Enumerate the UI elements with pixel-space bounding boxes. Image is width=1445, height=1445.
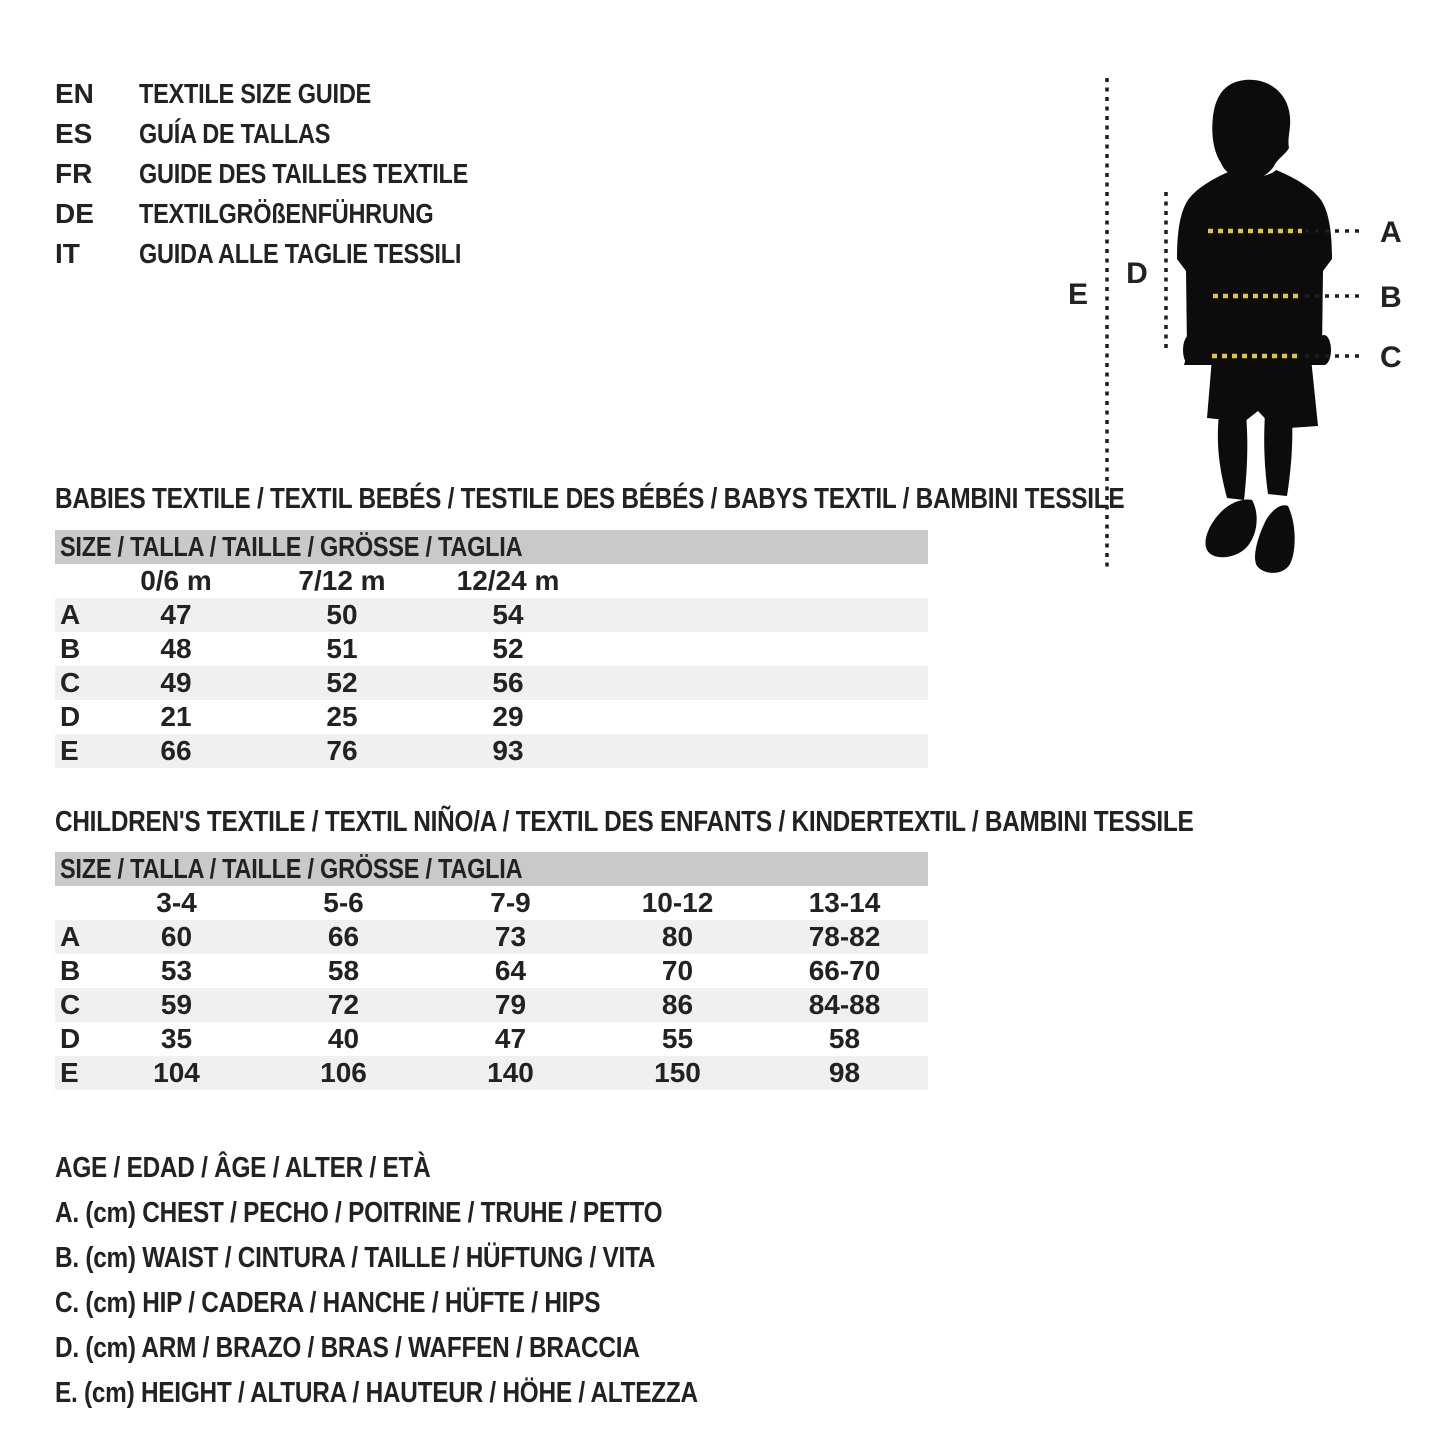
language-title-block: [55, 74, 531, 274]
legend-line-chest: A. (cm) CHEST / PECHO / POITRINE / TRUHE / PETTO: [55, 1197, 663, 1229]
lang-title: GUÍA DE TALLAS: [139, 118, 331, 149]
table-row: [55, 598, 928, 632]
cell: 72: [327, 989, 360, 1020]
table-row: [55, 1022, 928, 1056]
measurement-legend: [55, 1146, 820, 1416]
legend-line-waist: B. (cm) WAIST / CINTURA / TAILLE / HÜFTUNG / VITA: [55, 1242, 656, 1274]
table-row: [55, 954, 928, 988]
cell: 66-70: [808, 955, 881, 986]
figure-label-b: B: [1380, 281, 1402, 314]
cell: 49: [160, 667, 192, 698]
cell: 59: [160, 989, 193, 1020]
lang-title: GUIDE DES TAILLES TEXTILE: [139, 158, 469, 189]
cell: 78-82: [808, 921, 881, 952]
cell: 51: [326, 633, 358, 664]
children-column-header-row: [55, 886, 928, 920]
cell: 29: [492, 701, 524, 732]
cell: 64: [494, 955, 527, 986]
row-label: D: [60, 1023, 81, 1054]
column-header: 12/24 m: [456, 565, 560, 596]
cell: 98: [828, 1057, 861, 1088]
lang-code: FR: [55, 158, 93, 189]
cell: 52: [326, 667, 358, 698]
lang-line-de: [55, 194, 531, 234]
silhouette-right-hand: [1317, 335, 1331, 365]
row-label: B: [60, 955, 81, 986]
lang-line-it: [55, 234, 531, 274]
column-header: 7-9: [490, 887, 531, 918]
silhouette-head: [1212, 80, 1290, 180]
column-header: 5-6: [323, 887, 364, 918]
cell: 48: [160, 633, 192, 664]
lang-code: DE: [55, 198, 94, 229]
row-label: E: [60, 735, 79, 766]
cell: 58: [828, 1023, 861, 1054]
table-row: [55, 920, 928, 954]
table-row: [55, 988, 928, 1022]
cell: 80: [661, 921, 694, 952]
table-row: [55, 700, 928, 734]
babies-section-heading: BABIES TEXTILE / TEXTIL BEBÉS / TESTILE DES BÉBÉS / BABYS TEXTIL / BAMBINI TESSILE: [55, 483, 1125, 515]
cell: 84-88: [808, 989, 881, 1020]
babies-size-header-bar: SIZE / TALLA / TAILLE / GRÖSSE / TAGLIA: [55, 530, 928, 564]
cell: 60: [160, 921, 193, 952]
cell: 52: [492, 633, 524, 664]
cell: 106: [320, 1057, 367, 1088]
cell: 47: [160, 599, 192, 630]
lang-title: TEXTILE SIZE GUIDE: [139, 78, 371, 109]
cell: 76: [326, 735, 358, 766]
children-size-header-bar: SIZE / TALLA / TAILLE / GRÖSSE / TAGLIA: [55, 852, 928, 886]
table-row: [55, 632, 928, 666]
cell: 56: [492, 667, 524, 698]
lang-title: TEXTILGRÖßENFÜHRUNG: [139, 198, 434, 229]
row-label: C: [60, 667, 81, 698]
row-label: C: [60, 989, 81, 1020]
cell: 150: [654, 1057, 701, 1088]
children-section-heading: CHILDREN'S TEXTILE / TEXTIL NIÑO/A / TEXTIL DES ENFANTS / KINDERTEXTIL / BAMBINI TESSILE: [55, 806, 1194, 838]
cell: 79: [494, 989, 527, 1020]
cell: 140: [487, 1057, 534, 1088]
cell: 66: [327, 921, 360, 952]
cell: 21: [160, 701, 192, 732]
column-header: 10-12: [641, 887, 714, 918]
figure-label-a: A: [1380, 216, 1402, 249]
cell: 35: [160, 1023, 193, 1054]
lang-line-es: [55, 114, 531, 154]
lang-line-en: [55, 74, 531, 114]
table-row: [55, 666, 928, 700]
figure-label-e: E: [1067, 278, 1089, 311]
row-label: B: [60, 633, 81, 664]
row-label: A: [60, 599, 81, 630]
cell: 93: [492, 735, 524, 766]
table-row: [55, 734, 928, 768]
lang-code: EN: [55, 78, 94, 109]
cell: 25: [326, 701, 358, 732]
legend-line-hip: C. (cm) HIP / CADERA / HANCHE / HÜFTE / HIPS: [55, 1287, 601, 1319]
cell: 58: [327, 955, 360, 986]
column-header: 3-4: [156, 887, 197, 918]
children-size-table: [55, 852, 928, 1090]
legend-line-age: AGE / EDAD / ÂGE / ALTER / ETÀ: [55, 1152, 431, 1184]
lang-code: ES: [55, 118, 93, 149]
cell: 54: [492, 599, 524, 630]
column-header: 0/6 m: [140, 565, 212, 596]
figure-label-d: D: [1126, 257, 1148, 290]
cell: 47: [494, 1023, 527, 1054]
cell: 86: [661, 989, 694, 1020]
cell: 53: [160, 955, 193, 986]
cell: 73: [494, 921, 527, 952]
babies-size-table: [55, 530, 928, 768]
row-label: D: [60, 701, 81, 732]
column-header: 13-14: [808, 887, 881, 918]
column-header: 7/12 m: [298, 565, 386, 596]
lang-line-fr: [55, 154, 531, 194]
cell: 40: [327, 1023, 360, 1054]
row-label: A: [60, 921, 81, 952]
babies-column-header-row: [55, 564, 928, 598]
row-label: E: [60, 1057, 79, 1088]
cell: 50: [326, 599, 358, 630]
cell: 104: [153, 1057, 200, 1088]
legend-line-arm: D. (cm) ARM / BRAZO / BRAS / WAFFEN / BRACCIA: [55, 1332, 640, 1364]
cell: 66: [160, 735, 192, 766]
silhouette-shirt: [1177, 170, 1332, 365]
figure-label-c: C: [1380, 341, 1402, 374]
lang-code: IT: [55, 238, 80, 269]
cell: 70: [661, 955, 694, 986]
silhouette-left-hand: [1183, 335, 1197, 365]
legend-line-height: E. (cm) HEIGHT / ALTURA / HAUTEUR / HÖHE / ALTEZZA: [55, 1377, 698, 1409]
table-row: [55, 1056, 928, 1090]
lang-title: GUIDA ALLE TAGLIE TESSILI: [139, 238, 462, 269]
cell: 55: [661, 1023, 694, 1054]
